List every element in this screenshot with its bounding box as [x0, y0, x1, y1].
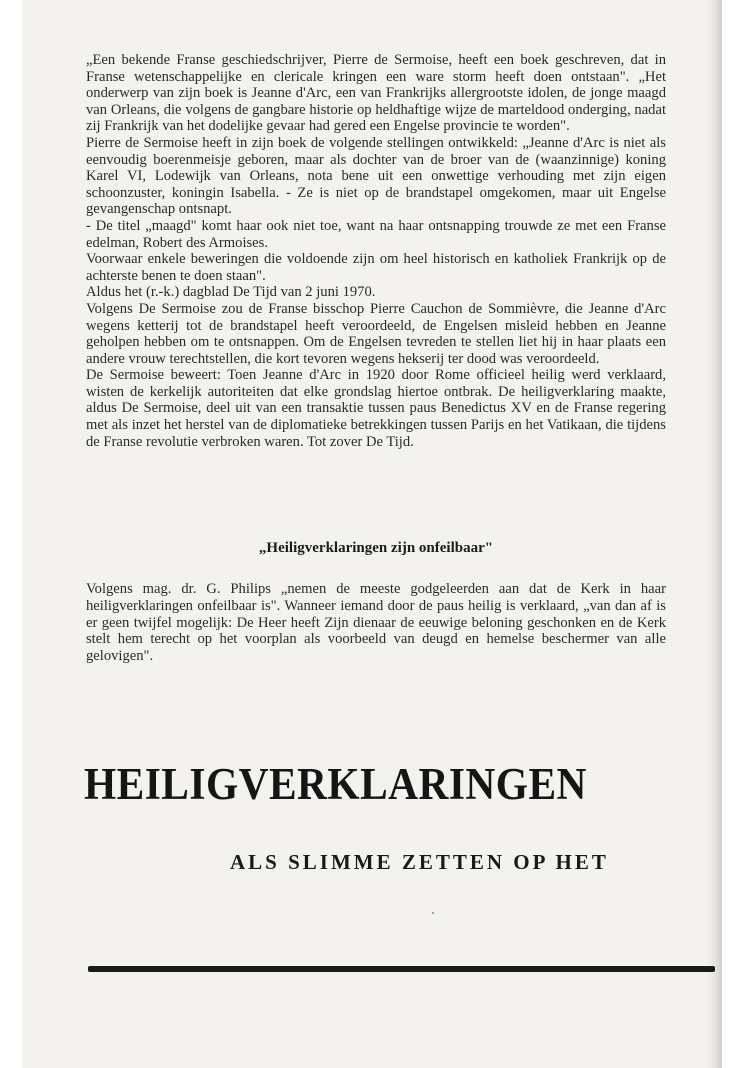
speck [432, 912, 434, 914]
headline-title: HEILIGVERKLARINGEN [84, 759, 587, 809]
paragraph: Voorwaar enkele beweringen die voldoende zijn om heel historisch en katholiek Frankrijk op de achterste benen te doen staan". [86, 251, 666, 284]
paragraph: „Een bekende Franse geschiedschrijver, Pierre de Sermoise, heeft een boek geschreven, dat in Franse wetenschappelijke en clericale kringen een ware storm heeft doen ontstaan". „Het onderwerp van zijn boek is Jeanne d'Arc, een van Frankrijks allergrootste idolen, de jonge maagd van Orleans, die volgens de gangbare historie op heldhaftige wijze de marteldood onderging, nadat zij Frankrijk van het dodelijke gevaar had gered een Engelse provincie te worden". [86, 52, 666, 135]
paragraph: Volgens De Sermoise zou de Franse bisschop Pierre Cauchon de Sommièvre, die Jeanne d'Arc wegens ketterij tot de brandstapel heeft veroordeeld, de Engelsen misleid hebben en Jeanne geholpen hebben om te ontsnappen. Om de Engelsen tevreden te stellen liet hij in haar plaats een andere vrouw terechtstellen, die kort tevoren wegens hekserij ter dood was veroordeeld. [86, 300, 666, 367]
article-body [86, 52, 666, 450]
page-edge-shadow [706, 0, 722, 1068]
paragraph: - De titel „maagd" komt haar ook niet toe, want na haar ontsnapping trouwde ze met een Franse edelman, Robert des Armoises. [86, 217, 666, 251]
headline-subtitle: ALS SLIMME ZETTEN OP HET [230, 850, 609, 874]
article-body-continued [86, 581, 666, 665]
horizontal-rule [88, 966, 715, 972]
section-subheading: „Heiligverklaringen zijn onfeilbaar" [258, 540, 494, 556]
paragraph: Volgens mag. dr. G. Philips „nemen de meeste godgeleerden aan dat de Kerk in haar heiligverklaringen onfeilbaar is". Wanneer iemand door de paus heilig is verklaard, „van dan af is er geen twijfel mogelijk: De Heer heeft Zijn dienaar de eeuwige beloning geschonken en de Kerk stelt hem terecht op het voorplan als voorbeeld van deugd en hemelse beschermer van alle gelovigen". [86, 581, 666, 665]
paragraph: De Sermoise beweert: Toen Jeanne d'Arc in 1920 door Rome officieel heilig werd verklaard, wisten de kerkelijk autoriteiten dat elke grondslag hiertoe ontbrak. De heiligverklaring maakte, aldus De Sermoise, deel uit van een transaktie tussen paus Benedictus XV en de Franse regering met als inzet het herstel van de diplomatieke betrekkingen tussen Parijs en het Vatikaan, die tijdens de Franse revolutie verbroken waren. Tot zover De Tijd. [86, 367, 666, 450]
paragraph: Aldus het (r.-k.) dagblad De Tijd van 2 juni 1970. [86, 284, 376, 301]
paragraph: Pierre de Sermoise heeft in zijn boek de volgende stellingen ontwikkeld: „Jeanne d'Arc is niet als eenvoudig boerenmeisje geboren, maar als dochter van de broer van de (waanzinnige) koning Karel VI, Lodewijk van Orleans, nota bene uit een onwettige verhouding met zijn eigen schoonzuster, koningin Isabella. - Ze is niet op de brandstapel omgekomen, maar uit Engelse gevangenschap ontsnapt. [86, 134, 666, 218]
